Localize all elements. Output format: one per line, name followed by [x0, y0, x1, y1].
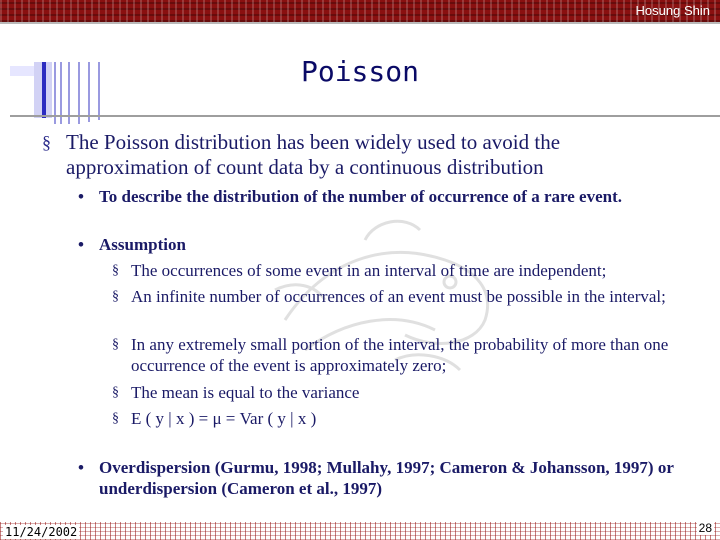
main-bullet: § The Poisson distribution has been widely used to avoid the approximation of count data by a continuous distribution: [42, 130, 561, 179]
author-name: Hosung Shin: [635, 3, 710, 18]
square-bullet-icon: §: [112, 289, 119, 304]
assumption-item: § E ( y | x ) = μ = Var ( y | x ): [112, 409, 317, 428]
sub-bullet-overdispersion: • Overdispersion (Gurmu, 1998; Mullahy, 1997; Cameron & Johansson, 1997) or underdispersion (Cameron et al., 1997): [78, 458, 674, 498]
assumption-item: § An infinite number of occurrences of an event must be possible in the interval;: [112, 287, 666, 306]
dot-bullet-icon: •: [78, 235, 84, 254]
bottom-banner: [0, 522, 720, 540]
assumption-item: § In any extremely small portion of the interval, the probability of more than one occurrence of the event is approximately zero;: [112, 335, 669, 375]
square-bullet-icon: §: [112, 337, 119, 352]
footer-date: 11/24/2002: [5, 525, 78, 539]
assumption-item: § The occurrences of some event in an interval of time are independent;: [112, 261, 607, 280]
assumption-item: § The mean is equal to the variance: [112, 383, 360, 402]
dot-bullet-icon: •: [78, 458, 84, 477]
square-bullet-icon: §: [112, 411, 119, 426]
sub-bullet-rare-event: • To describe the distribution of the number of occurrence of a rare event.: [78, 187, 622, 206]
dot-bullet-icon: •: [78, 187, 84, 206]
sub-bullet-assumption: • Assumption: [78, 235, 186, 254]
square-bullet-icon: §: [112, 263, 119, 278]
square-bullet-icon: §: [112, 385, 119, 400]
page-number: 28: [698, 521, 712, 535]
square-bullet-icon: §: [42, 132, 51, 152]
slide-title: Poisson: [300, 55, 419, 88]
